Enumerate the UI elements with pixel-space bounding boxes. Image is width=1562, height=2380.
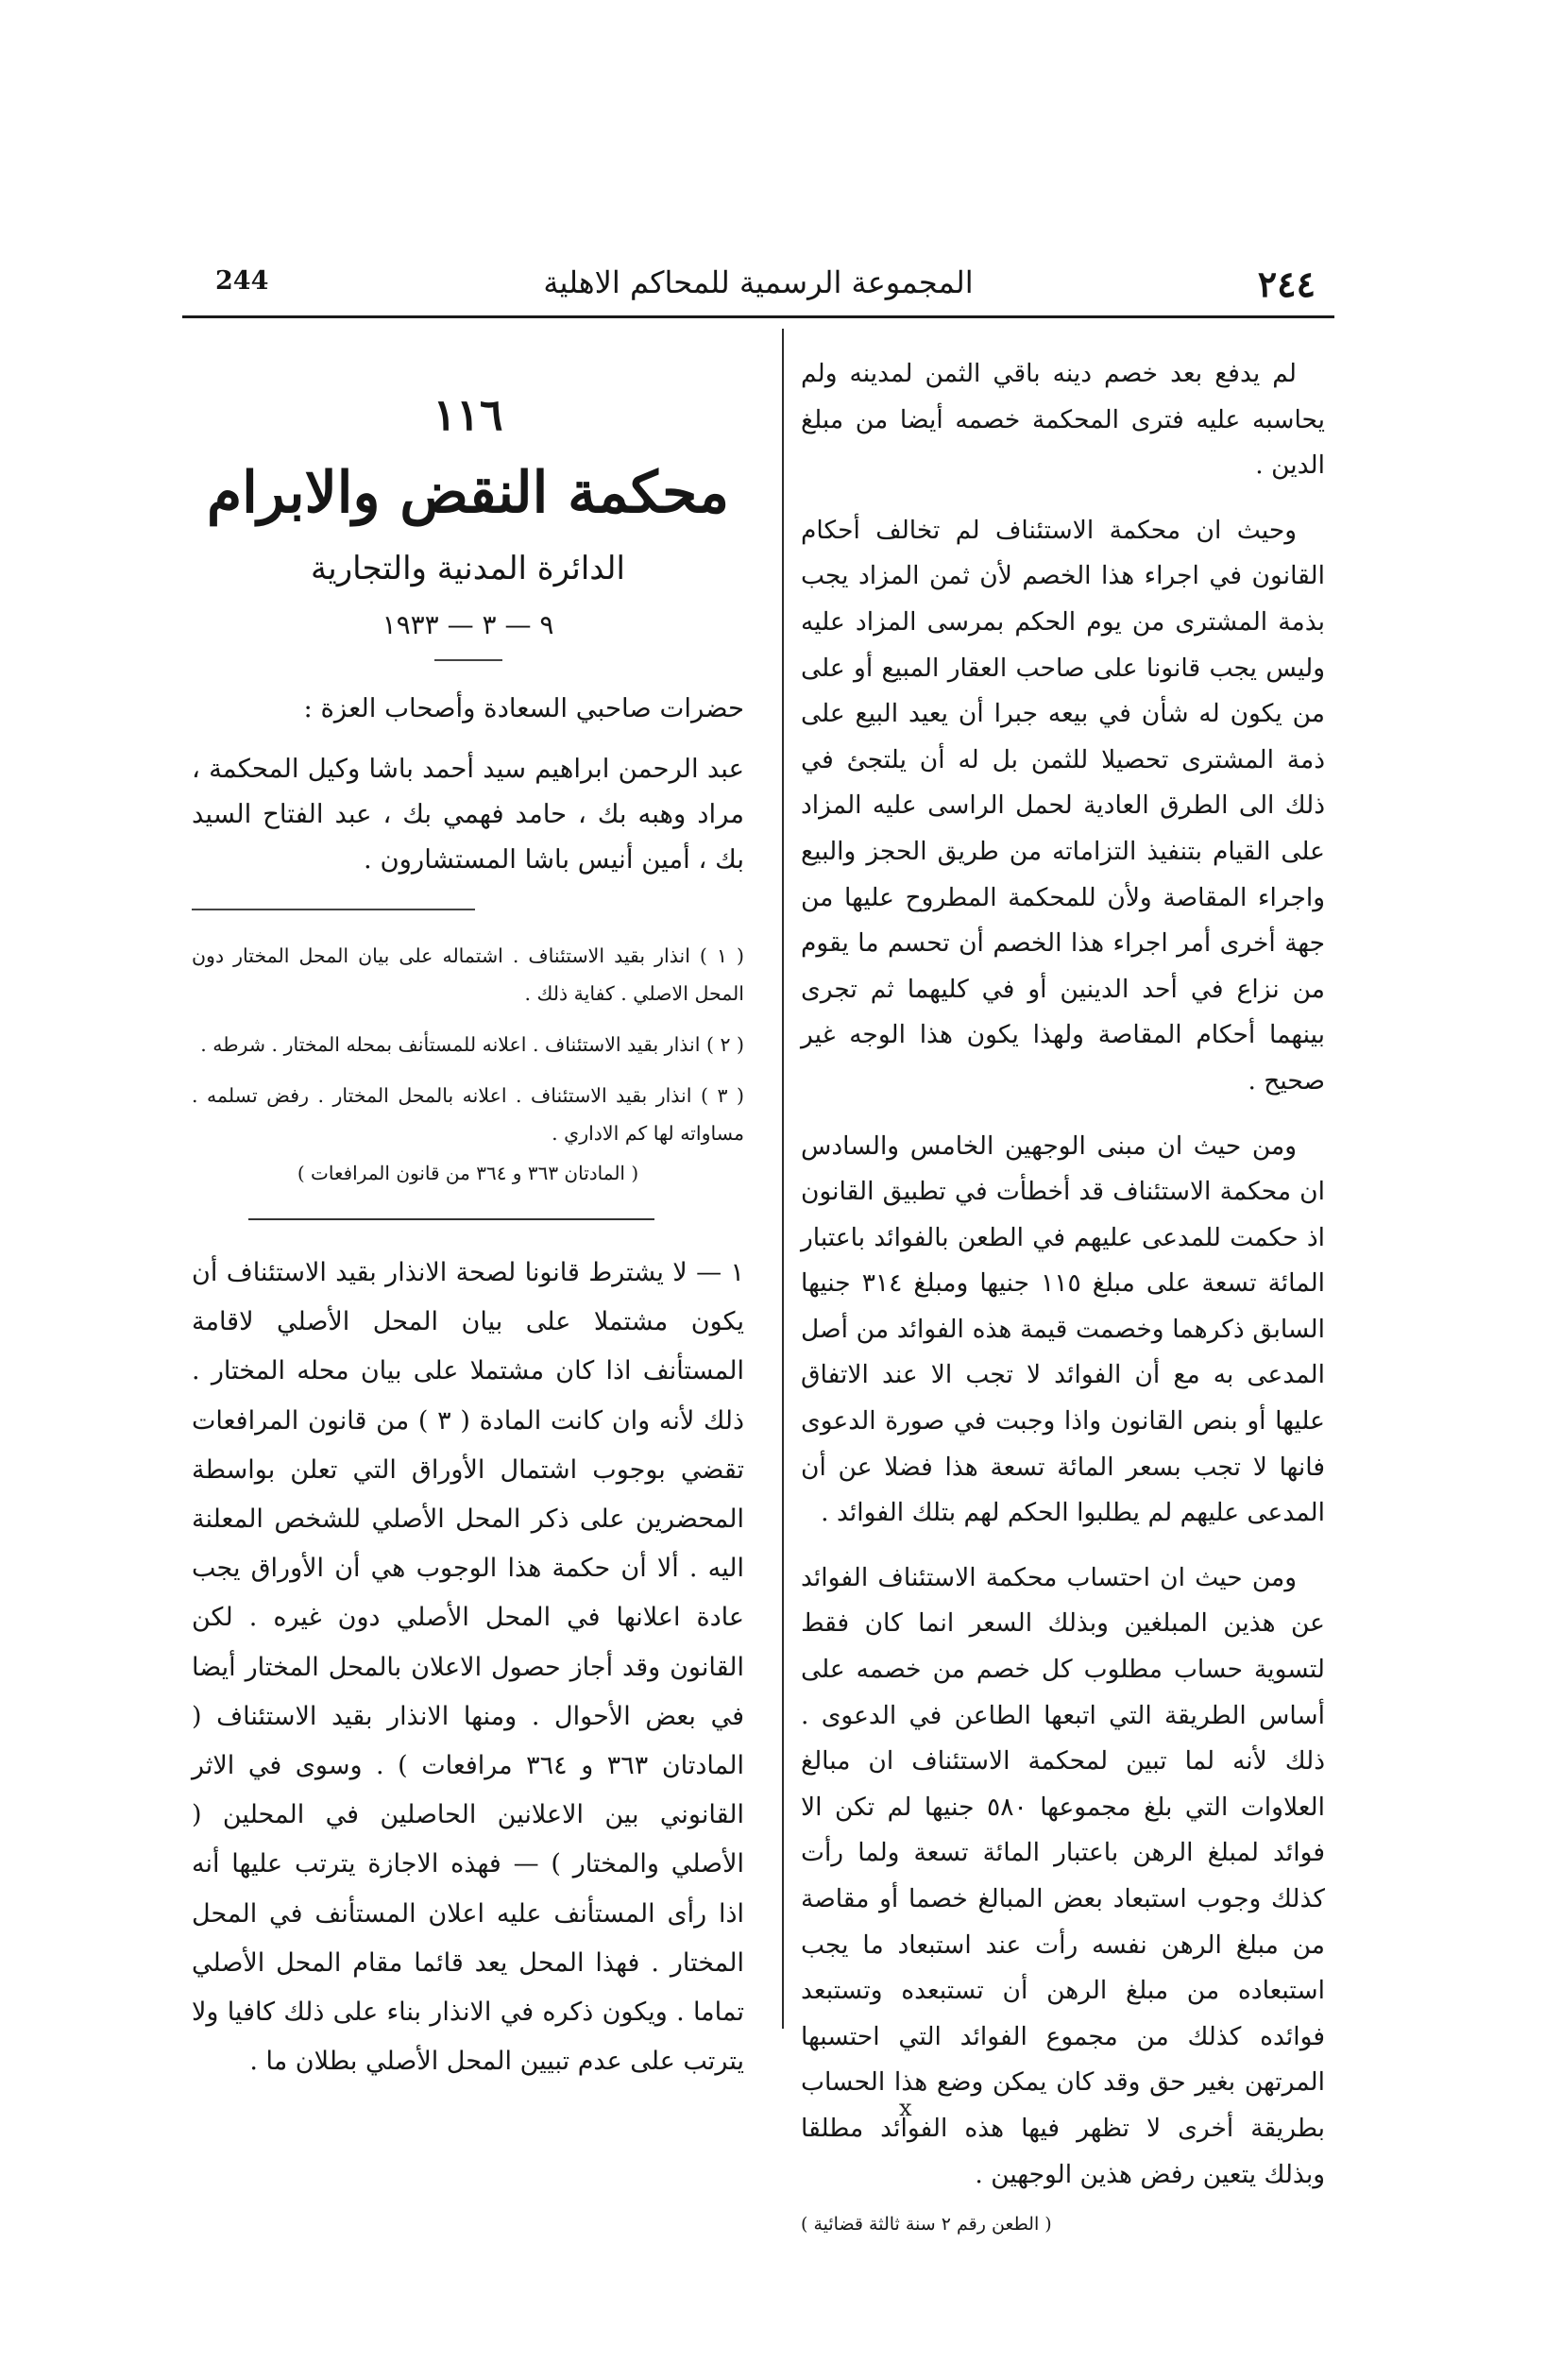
- divider: [192, 909, 475, 910]
- judgment-principle: ١ — لا يشترط قانونا لصحة الانذار بقيد الاستئناف أن يكون مشتملا على بيان المحل الأصلي لاقامة المستأنف اذا كان مشتملا على بيان محله المختار . ذلك لأنه وان كانت المادة ( ٣ ) من قانون المرافعات تقضي بوجوب اشتمال الأوراق التي تعلن بواسطة المحضرين على ذكر المحل الأصلي للشخص المعلنة اليه . ألا أن حكمة هذا الوجوب هي أن الأوراق يجب عادة اعلانها في المحل الأصلي دون غيره . لكن القانون وقد أجاز حصول الاعلان بالمحل المختار أيضا في بعض الأحوال . ومنها الانذار بقيد الاستئناف ( المادتان ٣٦٣ و ٣٦٤ مرافعات ) . وسوى في الاثر القانوني بين الاعلانين الحاصلين في المحلين ( الأصلي والمختار ) — فهذه الاجازة يترتب عليها أنه اذا رأى المستأنف عليه اعلان المستأنف في المحل المختار . فهذا المحل يعد قائما مقام المحل الأصلي تماما . ويكون ذكره في الانذار بناء على ذلك كافيا ولا يترتب على عدم تبيين المحل الأصلي بطلان ما .: [192, 1258, 744, 2077]
- divider: [248, 1218, 654, 1220]
- paragraph: وحيث ان محكمة الاستئناف لم تخالف أحكام القانون في اجراء هذا الخصم لأن ثمن المزاد يجب بذمة المشترى من يوم الحكم بمرسى المزاد عليه وليس يجب قانونا على صاحب العقار المبيع أو على من يكون له شأن في بيعه جبرا أن يعيد البيع على ذمة المشترى تحصيلا للثمن بل له أن يلتجئ في ذلك الى الطرق العادية لحمل الراسى عليه المزاد على القيام بتنفيذ التزاماته من طريق الحجز والبيع واجراء المقاصة ولأن للمحكمة المطروح عليها من جهة أخرى أمر اجراء هذا الخصم أن تحسم ما يقوم من نزاع في أحد الدينين أو في كليهما ثم تجرى بينهما أحكام المقاصة ولهذا يكون هذا الوجه غير صحيح .: [801, 515, 1325, 1096]
- paragraph: ومن حيث ان احتساب محكمة الاستئناف الفوائد عن هذين المبلغين وبذلك السعر انما كان فقط لتسوية حساب مطلوب كل خصم من خصمه على أساس الطريقة التي اتبعها الطاعن في الدعوى . ذلك لأنه لما تبين لمحكمة الاستئناف ان مبالغ العلاوات التي بلغ مجموعها ٥٨٠ جنيها لم تكن الا فوائد لمبلغ الرهن باعتبار المائة تسعة ولما رأت كذلك وجوب استبعاد بعض المبالغ خصما أو مقاصة من مبلغ الرهن نفسه رأت عند استبعاد ما يجب استبعاده من مبلغ الرهن أن تستبعده وتستبعد فوائده كذلك من مجموع الفوائد التي احتسبها المرتهن بغير حق وقد كان يمكن وضع هذا الحساب بطريقة أخرى لا تظهر فيها هذه الفوائد مطلقا وبذلك يتعين رفض هذين الوجهين .: [801, 1562, 1325, 2189]
- summary-item: ( ٣ ) انذار بقيد الاستئناف . اعلانه بالمحل المختار . رفض تسلمه . مساواته لها كم الاداري .: [192, 1084, 744, 1145]
- court-name: محكمة النقض والابرام: [206, 460, 730, 526]
- column-divider: [782, 329, 784, 2029]
- paragraph: ومن حيث ان مبنى الوجهين الخامس والسادس ان محكمة الاستئناف قد أخطأت في تطبيق القانون اذ حكمت للمدعى عليهم في الطعن بالفوائد باعتبار المائة تسعة على مبلغ ١١٥ جنيها ومبلغ ٣١٤ جنيها السابق ذكرهما وخصمت قيمة هذه الفوائد من أصل المدعى به مع أن الفوائد لا تجب الا عند الاتفاق عليها أو بنص القانون واذا وجبت في صورة الدعوى فانها لا تجب بسعر المائة تسعة هذا فضلا عن أن المدعى عليهم لم يطلبوا الحكم لهم بتلك الفوائد .: [801, 1130, 1326, 1528]
- summary-item: ( ٢ ) انذار بقيد الاستئناف . اعلانه للمستأنف بمحله المختار . شرطه .: [200, 1033, 744, 1056]
- page-number-arabic: ٢٤٤: [1257, 263, 1316, 305]
- left-column: [192, 382, 744, 2086]
- summary-articles: ( المادتان ٣٦٣ و ٣٦٤ من قانون المرافعات ): [297, 1162, 639, 1184]
- running-header: [182, 263, 1334, 318]
- judges-names: عبد الرحمن ابراهيم سيد أحمد باشا وكيل المحكمة ، مراد وهبه بك ، حامد فهمي بك ، عبد الفتاح السيد بك ، أمين أنيس باشا المستشارون .: [192, 754, 744, 875]
- page-number-latin: 244: [215, 266, 269, 296]
- case-number: ١١٦: [433, 389, 503, 440]
- divider: [434, 659, 502, 661]
- right-column: [801, 351, 1325, 2245]
- chamber-name: الدائرة المدنية والتجارية: [311, 550, 625, 587]
- paragraph-continuation: لم يدفع بعد خصم دينه باقي الثمن لمدينه ولم يحاسبه عليه فترى المحكمة خصمه أيضا من مبلغ الدين .: [801, 359, 1325, 481]
- judgment-date: ٩ — ٣ — ١٩٣٣: [382, 609, 554, 640]
- handwritten-mark: x: [899, 2095, 912, 2121]
- citation: ( الطعن رقم ٢ سنة ثالثة قضائية ): [801, 2214, 1052, 2236]
- running-title: المجموعة الرسمية للمحاكم الاهلية: [543, 264, 974, 300]
- summary-item: ( ١ ) انذار بقيد الاستئناف . اشتماله على بيان المحل المختار دون المحل الاصلي . كفاية ذلك .: [192, 944, 744, 1005]
- judges-title: حضرات صاحبي السعادة وأصحاب العزة :: [303, 693, 744, 723]
